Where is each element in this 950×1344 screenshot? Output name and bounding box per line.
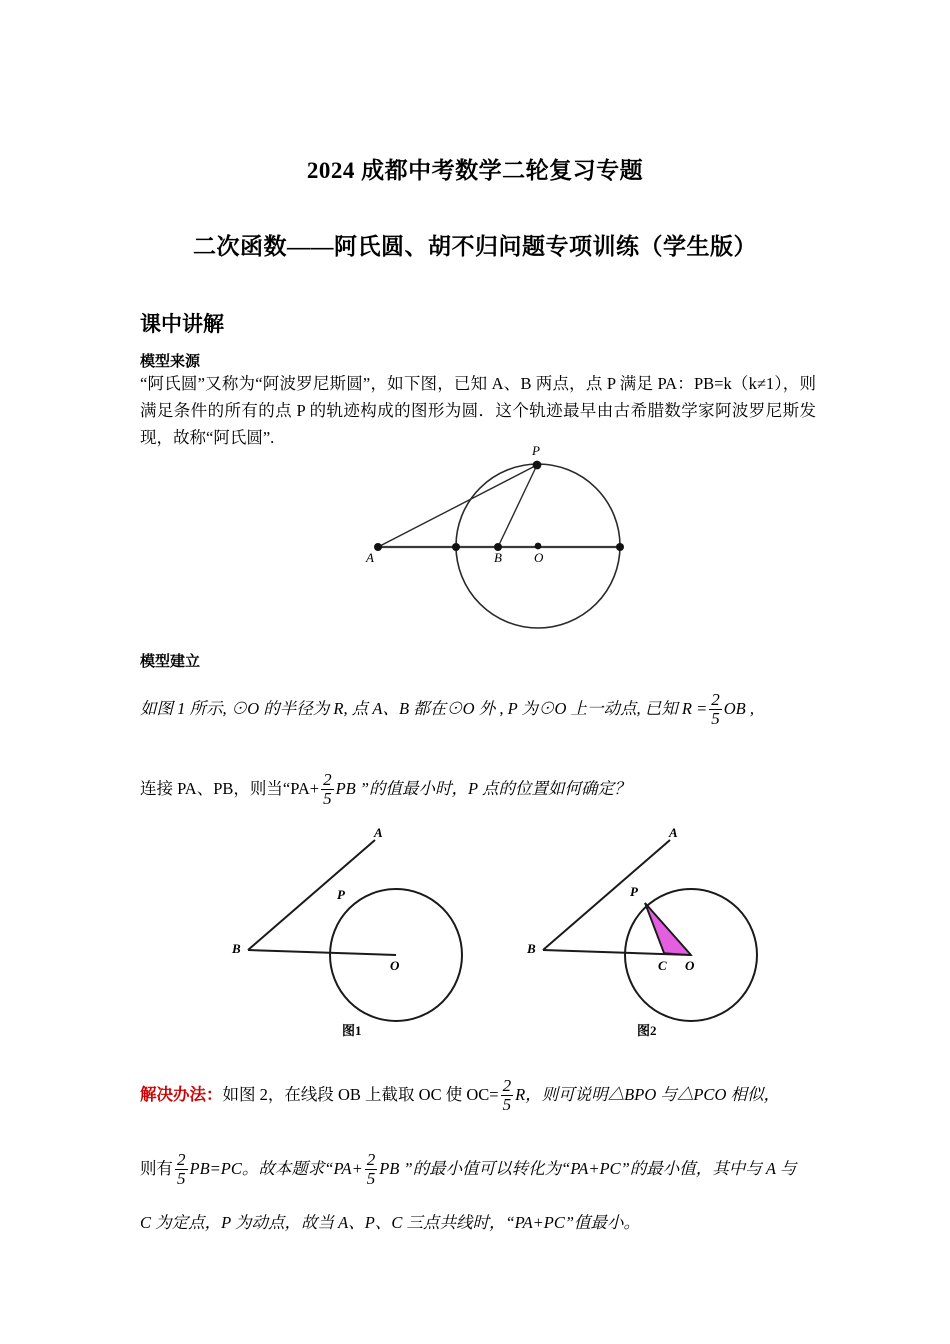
figure-2-svg [525,825,775,1025]
solution-line-2 [140,1152,830,1189]
sol-l3: C 为定点，P 为动点，故当 A、P、C 三点共线时，“PA+PC”值最小。 [140,1213,641,1232]
paragraph-model-source: “阿氏圆”又称为“阿波罗尼斯圆”，如下图，已知 A、B 两点，点 P 满足 PA：PB=k（k≠1），则满足条件的所有的点 P 的轨迹构成的图形为圆．这个轨迹最早由古希腊数学家阿波罗尼斯发现，故称“阿氏圆”. [140,374,816,447]
fraction-numerator: 2 [711,690,720,709]
ray-B-P-A-fig1 [248,840,375,950]
label-B-fig2: B [527,941,536,956]
label-A-fig1: A [374,825,383,840]
label-B: B [494,550,502,565]
mb-l2-part1: 连接 PA、PB，则当“PA+ [140,779,320,799]
subheading-model-build: 模型建立 [140,654,201,670]
point-P [533,461,542,470]
fraction-denominator: 5 [177,1168,186,1188]
point-O [535,543,542,550]
sol-l1-part2: R，则可说明△BPO 与△PCO 相似， [515,1085,780,1105]
fraction-denominator: 5 [711,708,720,728]
fraction-two-fifths-5 [365,1151,378,1188]
page-title: 2024 成都中考数学二轮复习专题 [306,158,644,183]
label-B-fig1: B [232,941,241,956]
label-A-fig2: A [669,825,678,840]
figure-1-svg [230,825,480,1025]
label-O: O [534,550,544,565]
caption-fig2: 图2 [637,1023,657,1038]
label-A: A [366,550,374,565]
label-O-fig2: O [685,958,695,973]
mb-l1-part1: 如图 1 所示, ⊙O 的半径为 R, 点 A、B 都在⊙O 外 , P 为⊙O 上一动点, 已知 R = [140,699,708,719]
section-heading: 课中讲解 [140,312,224,336]
sol-l2-part2: PB=PC。故本题求“PA+ [189,1159,363,1179]
solution-label: 解决办法： [140,1085,223,1105]
point-circle-left [452,543,460,551]
solution-line-3 [140,1212,830,1234]
figure-2 [525,825,775,1040]
fraction-two-fifths-2 [321,771,334,808]
fraction-denominator: 5 [323,788,332,808]
fraction-two-fifths-3 [501,1077,514,1114]
label-P: P [532,443,540,458]
label-O-fig1: O [390,958,400,973]
fraction-denominator: 5 [502,1094,512,1114]
segment-PB [498,465,537,547]
point-circle-right [616,543,624,551]
fraction-numerator: 2 [177,1150,186,1169]
sol-l1-part1: 如图 2，在线段 OB 上截取 OC 使 OC= [222,1085,499,1105]
label-C-fig2: C [658,958,667,973]
fraction-two-fifths-1 [709,691,722,728]
page-subtitle: 二次函数——阿氏圆、胡不归问题专项训练（学生版） [193,234,757,259]
point-A [374,543,382,551]
mb-l2-part2: PB ”的值最小时，P 点的位置如何确定？ [335,779,631,799]
apollonius-svg [340,440,660,650]
subheading-model-source: 模型来源 [140,354,201,370]
fraction-two-fifths-4 [175,1151,188,1188]
figure-1 [230,825,480,1040]
fraction-numerator: 2 [323,770,332,789]
mb-l1-part2: OB , [723,699,754,719]
label-P-fig1: P [337,887,345,902]
fraction-numerator: 2 [366,1150,376,1169]
model-build-line-1 [140,692,830,729]
caption-fig1: 图1 [342,1023,362,1038]
sol-l2-part1: 则有 [140,1159,173,1179]
sol-l2-part3: PB ”的最小值可以转化为“PA+PC”的最小值，其中与 A 与 [379,1159,797,1179]
solution-line-1 [140,1078,830,1115]
ray-B-P-A-fig2 [543,840,670,950]
segment-BO-fig1 [248,950,396,955]
model-build-line-2 [140,772,830,809]
fraction-numerator: 2 [502,1076,512,1095]
figure-apollonius-circle [340,440,660,650]
label-P-fig2: P [630,884,638,899]
fraction-denominator: 5 [366,1168,376,1188]
